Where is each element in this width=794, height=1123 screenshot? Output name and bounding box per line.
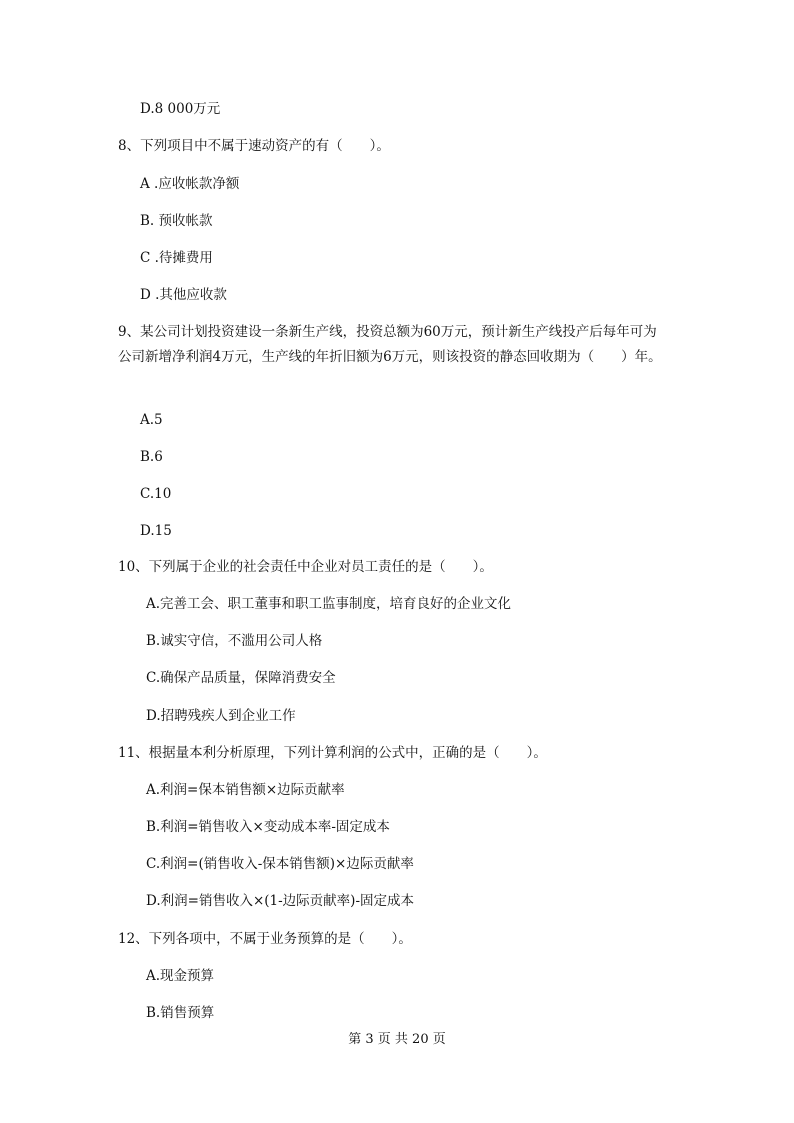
option-12b: B.销售预算 — [146, 1005, 215, 1021]
question-9-line-2: 公司新增净利润4万元，生产线的年折旧额为6万元，则该投资的静态回收期为（ ）年。 — [118, 349, 662, 365]
question-8: 8、下列项目中不属于速动资产的有（ ）。 — [118, 138, 390, 154]
option-9d: D.15 — [140, 523, 172, 539]
option-10c: C.确保产品质量，保障消费安全 — [146, 670, 336, 686]
page-footer: 第 3 页 共 20 页 — [348, 1032, 446, 1047]
option-9a: A.5 — [140, 412, 163, 428]
option-7d: D.8 000万元 — [140, 101, 221, 117]
option-8b: B. 预收帐款 — [140, 213, 213, 229]
option-11a: A.利润=保本销售额×边际贡献率 — [146, 782, 345, 798]
option-11b: B.利润=销售收入×变动成本率-固定成本 — [146, 819, 390, 835]
option-11d: D.利润=销售收入×(1-边际贡献率)-固定成本 — [146, 893, 415, 909]
option-10b: B.诚实守信，不滥用公司人格 — [146, 633, 323, 649]
option-8a: A .应收帐款净额 — [140, 176, 240, 192]
option-10d: D.招聘残疾人到企业工作 — [146, 708, 296, 724]
option-9b: B.6 — [140, 449, 163, 465]
question-10: 10、下列属于企业的社会责任中企业对员工责任的是（ ）。 — [118, 559, 493, 575]
option-10a: A.完善工会、职工董事和职工监事制度，培育良好的企业文化 — [146, 596, 512, 612]
option-9c: C.10 — [140, 486, 172, 502]
option-8c: C .待摊费用 — [140, 250, 213, 266]
question-11: 11、根据量本利分析原理，下列计算利润的公式中，正确的是（ ）。 — [118, 745, 547, 761]
question-12: 12、下列各项中，不属于业务预算的是（ ）。 — [118, 931, 412, 947]
question-9-line-1: 9、某公司计划投资建设一条新生产线，投资总额为60万元，预计新生产线投产后每年可为 — [118, 324, 657, 340]
option-12a: A.现金预算 — [146, 968, 215, 984]
option-8d: D .其他应收款 — [140, 287, 227, 303]
option-11c: C.利润=(销售收入-保本销售额)×边际贡献率 — [146, 856, 414, 872]
